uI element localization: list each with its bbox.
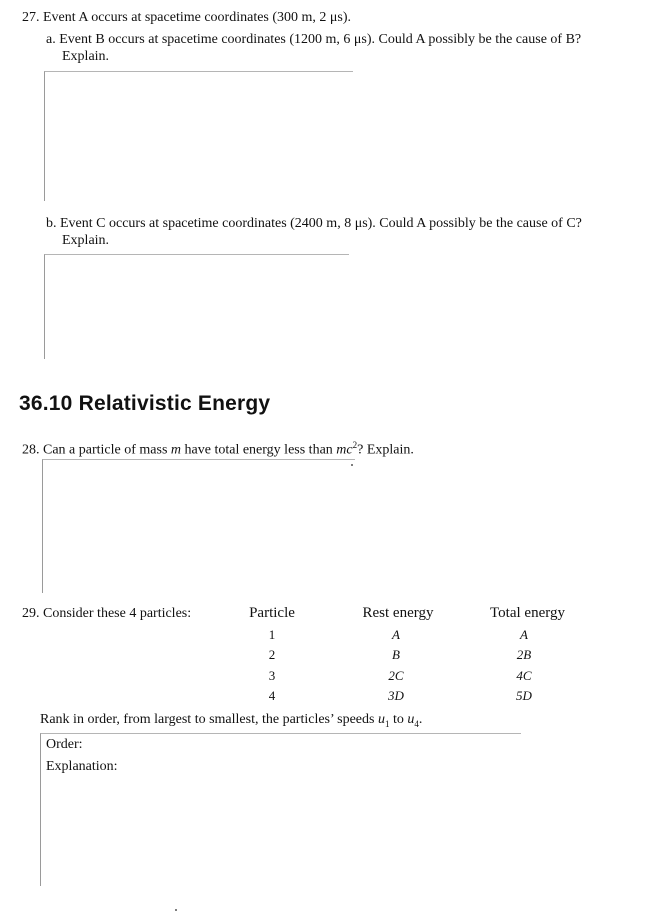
- q27b-prompt: [46, 215, 636, 232]
- q28-sup: 2: [352, 440, 358, 450]
- q27-number: 27.: [22, 10, 40, 25]
- cell-rest: A: [392, 627, 400, 642]
- q27b-label: b.: [46, 216, 57, 231]
- table-header-particle: Particle: [249, 605, 295, 621]
- q27a-prompt: [46, 31, 626, 48]
- q27a-label: a.: [46, 32, 56, 47]
- section-title: 36.10 Relativistic Energy: [19, 392, 271, 415]
- speed-u1-sub: 1: [384, 718, 390, 729]
- q28-text-mid: have total energy less than: [181, 442, 337, 458]
- cell-particle: 4: [268, 688, 276, 703]
- speed-u1: u: [377, 712, 385, 727]
- table-header-rest-energy: Rest energy: [362, 605, 434, 621]
- rank-text: Rank in order, from largest to smallest, the particles’ speeds: [40, 712, 378, 727]
- q28-text-post: ? Explain.: [357, 442, 414, 458]
- explanation-label: Explanation:: [46, 759, 118, 774]
- q28-number: 28.: [22, 442, 40, 458]
- scan-speck: [175, 909, 177, 911]
- scan-speck: [351, 464, 353, 466]
- q27b-explain: Explain.: [62, 233, 110, 248]
- cell-total: 2B: [516, 647, 532, 662]
- q27-text: Event A occurs at spacetime coordinates (300 m, 2 μs).: [43, 10, 352, 25]
- q27-prompt: [22, 9, 351, 26]
- q29-rank-instruction: [40, 711, 422, 733]
- q29-prompt: [22, 605, 191, 622]
- q27b-answer-box[interactable]: [44, 254, 349, 359]
- q28-var-mc: mc: [336, 442, 353, 458]
- rank-to: to: [389, 712, 408, 727]
- order-label: Order:: [46, 737, 83, 752]
- table-header-total-energy: Total energy: [490, 605, 565, 621]
- cell-rest: B: [392, 647, 400, 662]
- cell-particle: 1: [268, 627, 276, 642]
- q27a-answer-box[interactable]: [44, 71, 353, 201]
- q27a-text: Event B occurs at spacetime coordinates (1200 m, 6 μs). Could A possibly be the cause of B?: [59, 32, 582, 47]
- q29-intro: Consider these 4 particles:: [43, 606, 192, 621]
- q29-number: 29.: [22, 606, 40, 621]
- q28-text-pre: Can a particle of mass: [43, 442, 171, 458]
- rank-end: .: [418, 712, 423, 727]
- q28-var-m: m: [170, 442, 182, 458]
- cell-total: 4C: [516, 668, 532, 683]
- q28-answer-box[interactable]: [42, 459, 355, 593]
- q27b-text: Event C occurs at spacetime coordinates (2400 m, 8 μs). Could A possibly be the cause of C?: [60, 216, 582, 231]
- q29-answer-box[interactable]: [40, 733, 521, 886]
- cell-rest: 2C: [388, 668, 404, 683]
- q28-prompt: [22, 437, 414, 459]
- q27a-explain: Explain.: [62, 49, 110, 64]
- speed-u4: u: [407, 712, 415, 727]
- cell-total: A: [520, 627, 528, 642]
- cell-particle: 3: [268, 668, 276, 683]
- cell-rest: 3D: [388, 688, 404, 703]
- cell-particle: 2: [268, 647, 276, 662]
- cell-total: 5D: [516, 688, 532, 703]
- speed-u4-sub: 4: [414, 718, 419, 729]
